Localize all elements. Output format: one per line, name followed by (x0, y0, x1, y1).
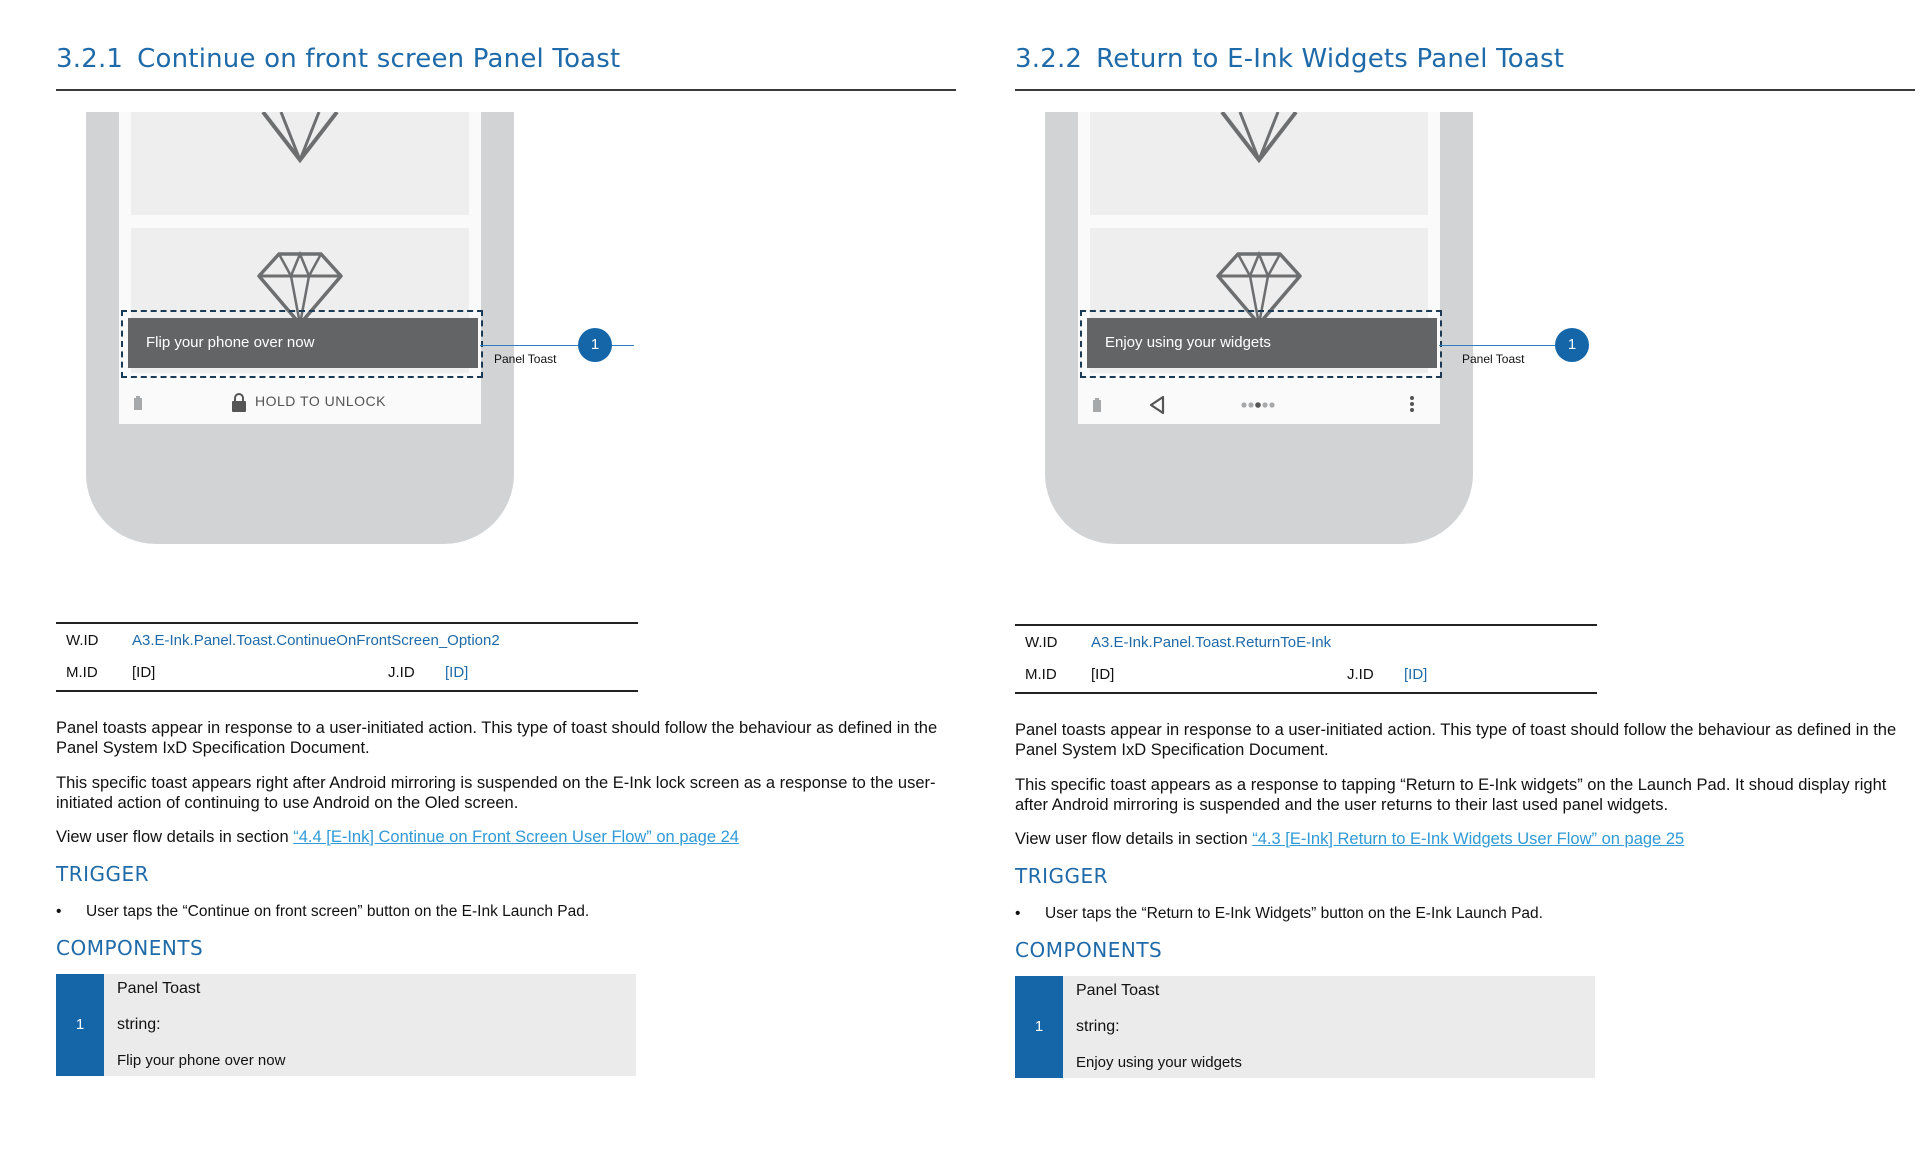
jid-key: J.ID (1347, 666, 1374, 683)
diamond-icon (131, 112, 469, 215)
detail-paragraph: This specific toast appears as a response to tapping “Return to E-Ink widgets” on the Launch Pad. It shoud display right after Android mirroring is suspended and the user returns to their last used panel widgets. (1015, 776, 1887, 814)
navigation-bar (1078, 382, 1440, 424)
id-table (1015, 624, 1597, 694)
callout-label: Panel Toast (494, 352, 557, 366)
component-type: string: (1076, 1018, 1120, 1035)
section-title: Continue on front screen Panel Toast (137, 44, 621, 74)
callout-marker: 1 (1555, 328, 1589, 362)
widget-tile (1090, 112, 1428, 215)
phone-screen (1078, 112, 1440, 424)
user-flow-line (56, 827, 956, 847)
phone-screen (119, 112, 481, 424)
trigger-heading: TRIGGER (56, 862, 150, 886)
battery-icon (1092, 398, 1102, 412)
back-icon (1148, 395, 1166, 415)
overflow-menu-icon (1409, 395, 1415, 413)
user-flow-link[interactable]: “4.4 [E-Ink] Continue on Front Screen User Flow” on page 24 (293, 828, 739, 846)
trigger-item: • User taps the “Continue on front screen” button on the E-Ink Launch Pad. (56, 903, 590, 920)
diamond-icon (1090, 112, 1428, 215)
description-paragraph: Panel toasts appear in response to a user-initiated action. This type of toast should follow the behaviour as defined in the Panel System IxD Specification Document. (56, 719, 938, 757)
components-heading: COMPONENTS (1015, 938, 1163, 962)
component-row (56, 974, 636, 1076)
component-row (1015, 976, 1595, 1078)
component-name: Panel Toast (117, 980, 201, 997)
detail-paragraph: This specific toast appears right after Android mirroring is suspended on the E-Ink lock screen as a response to the user-initiated action of continuing to use Android on the Oled screen. (56, 774, 936, 812)
components-heading: COMPONENTS (56, 936, 204, 960)
component-number: 1 (1015, 976, 1063, 1078)
heading-rule (56, 89, 956, 91)
hold-to-unlock-label: HOLD TO UNLOCK (255, 393, 386, 409)
mid-value: [ID] (132, 664, 156, 681)
section-number: 3.2.1 (56, 44, 124, 74)
page-dots-icon (1240, 401, 1276, 409)
section-heading (56, 44, 620, 74)
heading-rule (1015, 89, 1915, 91)
component-name: Panel Toast (1076, 982, 1160, 999)
mid-row (1015, 660, 1597, 690)
panel-toast: Flip your phone over now (128, 318, 478, 368)
user-flow-link[interactable]: “4.3 [E-Ink] Return to E-Ink Widgets User Flow” on page 25 (1252, 830, 1685, 848)
mid-key: M.ID (66, 664, 98, 681)
component-value: Enjoy using your widgets (1076, 1054, 1242, 1071)
wid-row (56, 626, 638, 656)
wid-row (1015, 628, 1597, 658)
battery-icon (133, 396, 143, 410)
section-3-2-1 (56, 0, 956, 1156)
panel-toast: Enjoy using your widgets (1087, 318, 1437, 368)
jid-value: [ID] (1404, 666, 1428, 683)
id-table (56, 622, 638, 692)
widget-tile (131, 112, 469, 215)
component-value: Flip your phone over now (117, 1052, 286, 1069)
wid-key: W.ID (1025, 634, 1058, 651)
trigger-heading: TRIGGER (1015, 864, 1109, 888)
user-flow-prefix: View user flow details in section (56, 828, 294, 846)
wid-value: A3.E-Ink.Panel.Toast.ContinueOnFrontScreen_Option2 (132, 632, 500, 649)
mid-value: [ID] (1091, 666, 1115, 683)
trigger-item: • User taps the “Return to E-Ink Widgets” button on the E-Ink Launch Pad. (1015, 905, 1543, 922)
mid-row (56, 658, 638, 688)
user-flow-prefix: View user flow details in section (1015, 830, 1253, 848)
jid-value: [ID] (445, 664, 469, 681)
jid-key: J.ID (388, 664, 415, 681)
section-title: Return to E-Ink Widgets Panel Toast (1096, 44, 1565, 74)
component-type: string: (117, 1016, 161, 1033)
lock-icon (231, 392, 247, 412)
trigger-text: User taps the “Return to E-Ink Widgets” button on the E-Ink Launch Pad. (1045, 905, 1543, 922)
user-flow-line (1015, 829, 1915, 849)
phone-illustration (1045, 112, 1473, 544)
trigger-text: User taps the “Continue on front screen” button on the E-Ink Launch Pad. (86, 903, 590, 920)
lock-bar (119, 382, 481, 424)
section-number: 3.2.2 (1015, 44, 1083, 74)
phone-illustration (86, 112, 514, 544)
section-heading (1015, 44, 1564, 74)
mid-key: M.ID (1025, 666, 1057, 683)
callout-line (1439, 345, 1559, 346)
callout-label: Panel Toast (1462, 352, 1525, 366)
callout-marker: 1 (578, 328, 612, 362)
description-paragraph: Panel toasts appear in response to a user-initiated action. This type of toast should follow the behaviour as defined in the Panel System IxD Specification Document. (1015, 721, 1897, 759)
wid-value: A3.E-Ink.Panel.Toast.ReturnToE-Ink (1091, 634, 1332, 651)
wid-key: W.ID (66, 632, 99, 649)
component-number: 1 (56, 974, 104, 1076)
section-3-2-2 (1015, 0, 1915, 1156)
